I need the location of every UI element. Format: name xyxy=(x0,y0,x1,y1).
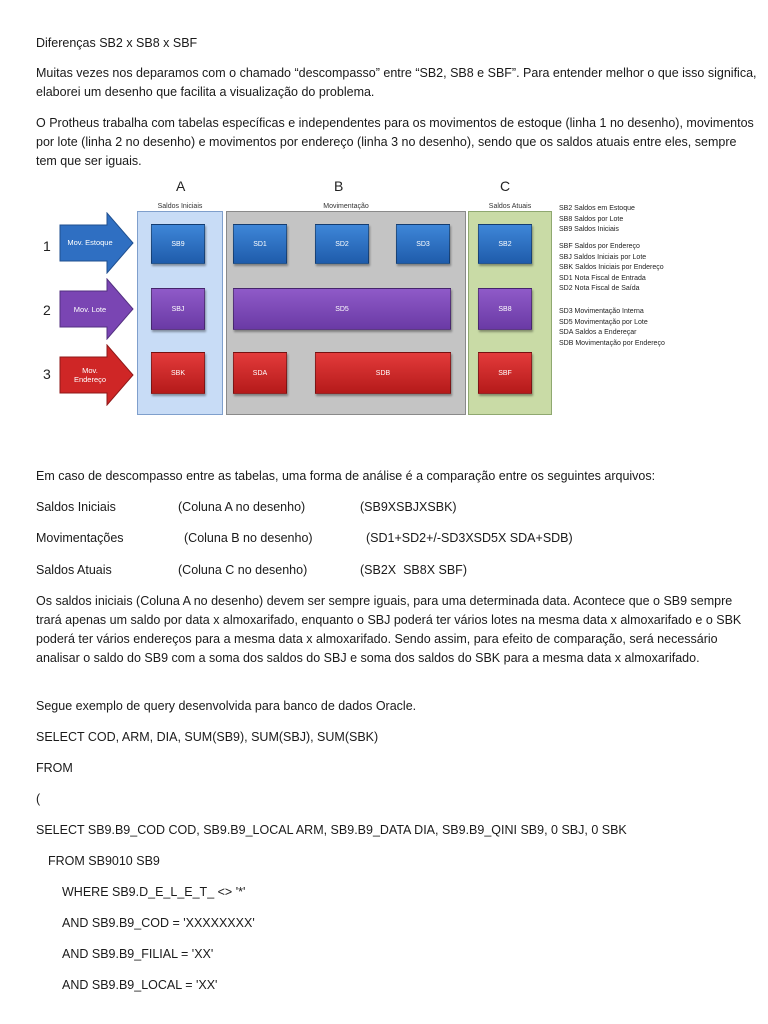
column-header-c: C xyxy=(500,178,511,194)
comparison-column: (Coluna C no desenho) xyxy=(178,563,308,577)
box-sbf: SBF xyxy=(478,352,532,394)
arrow-label-mov-estoque: Mov. Estoque xyxy=(67,238,113,247)
row-number-3: 3 xyxy=(43,366,51,382)
query-line: SELECT COD, ARM, DIA, SUM(SB9), SUM(SBJ), SUM(SBK) xyxy=(36,730,379,744)
query-line: AND SB9.B9_FILIAL = 'XX' xyxy=(62,947,214,961)
comparison-column: (Coluna B no desenho) xyxy=(184,531,313,545)
region-label-saldos-iniciais: Saldos Iniciais xyxy=(157,203,203,210)
box-sbk: SBK xyxy=(151,352,205,394)
comparison-name: Saldos Atuais xyxy=(36,563,112,577)
stock-tables-diagram xyxy=(36,176,756,420)
legend-item: SDA Saldos a Endereçar xyxy=(559,329,637,336)
query-line: FROM SB9010 SB9 xyxy=(48,854,160,868)
box-sbj: SBJ xyxy=(151,288,205,330)
box-sd2: SD2 xyxy=(315,224,369,264)
query-line: SELECT SB9.B9_COD COD, SB9.B9_LOCAL ARM, SB9.B9_DATA DIA, SB9.B9_QINI SB9, 0 SBJ, 0 SBK xyxy=(36,823,627,837)
legend-item: SBJ Saldos Iniciais por Lote xyxy=(559,253,647,261)
legend-group-1 xyxy=(559,204,635,236)
comparison-name: Movimentações xyxy=(36,531,124,545)
box-sd3: SD3 xyxy=(396,224,450,264)
box-sb8: SB8 xyxy=(478,288,532,330)
query-line: AND SB9.B9_LOCAL = 'XX' xyxy=(62,978,218,992)
box-sd1: SD1 xyxy=(233,224,287,264)
query-line: WHERE SB9.D_E_L_E_T_ <> '*' xyxy=(62,885,246,899)
document-title: Diferenças SB2 x SB8 x SBF xyxy=(36,36,198,50)
legend-group-3 xyxy=(559,307,665,349)
legend-item: SDB Movimentação por Endereço xyxy=(559,339,665,347)
query-line: FROM xyxy=(36,761,73,775)
legend-item: SD3 Movimentação Interna xyxy=(559,308,644,315)
query-intro: Segue exemplo de query desenvolvida para banco de dados Oracle. xyxy=(36,699,417,713)
region-label-saldos-atuais: Saldos Atuais xyxy=(488,203,532,210)
legend-item: SBF Saldos por Endereço xyxy=(559,243,640,250)
intro-paragraph: Muitas vezes nos deparamos com o chamado “descompasso” entre “SB2, SB8 e SBF”. Para entender melhor o que isso significa, elaborei um desenho que facilita a visualização do problema. xyxy=(36,66,757,99)
explanation-paragraph: Os saldos iniciais (Coluna A no desenho) devem ser sempre iguais, para uma determinada data. Acontece que o SB9 sempre trará apenas um saldo por data x almoxarifado, enquanto o SBJ poderá ter vários lotes na mesma data x almoxarifado e o SBK poderá ter vários endereços para a mesma data x almoxarifado. Sendo assim, para efeito de comparação, será necessário analisar o saldo do SB9 com a soma dos saldos do SBJ e soma dos saldos do SBK para a mesma data x almoxarifado. xyxy=(36,594,742,665)
comparison-name: Saldos Iniciais xyxy=(36,500,116,514)
legend-item: SD5 Movimentação por Lote xyxy=(559,318,648,326)
region-label-movimentacao: Movimentação xyxy=(323,203,369,210)
comparison-expression: (SD1+SD2+/-SD3XSD5X SDA+SDB) xyxy=(366,531,573,545)
legend-item: SB8 Saldos por Lote xyxy=(559,215,624,223)
box-sb2: SB2 xyxy=(478,224,532,264)
query-line: AND SB9.B9_COD = 'XXXXXXXX' xyxy=(62,916,255,930)
legend-item: SD2 Nota Fiscal de Saída xyxy=(559,285,640,292)
query-line: ( xyxy=(36,792,41,806)
legend-group-2 xyxy=(559,242,664,295)
column-header-b: B xyxy=(334,178,344,194)
comparison-expression: (SB2X SB8X SBF) xyxy=(360,563,467,577)
comparison-column: (Coluna A no desenho) xyxy=(178,500,306,514)
row-number-1: 1 xyxy=(43,238,51,254)
arrow-label-mov-endereco: Mov. Endereço xyxy=(73,366,107,384)
box-sdb: SDB xyxy=(315,352,451,394)
legend-item: SD1 Nota Fiscal de Entrada xyxy=(559,274,646,282)
protheus-paragraph: O Protheus trabalha com tabelas específicas e independentes para os movimentos de estoque (linha 1 no desenho), movimentos por lote (linha 2 no desenho) e movimentos por endereço (linha 3 no desenho), sendo que os saldos atuais entre eles, sempre tem que ser iguais. xyxy=(36,116,754,168)
box-sd5: SD5 xyxy=(233,288,451,330)
legend-item: SBK Saldos Iniciais por Endereço xyxy=(559,264,664,271)
analysis-paragraph: Em caso de descompasso entre as tabelas, uma forma de análise é a comparação entre os seguintes arquivos: xyxy=(36,469,656,483)
box-sb9: SB9 xyxy=(151,224,205,264)
column-header-a: A xyxy=(176,178,186,194)
legend-item: SB9 Saldos Iniciais xyxy=(559,226,619,233)
arrow-label-mov-lote: Mov. Lote xyxy=(73,305,107,314)
box-sda: SDA xyxy=(233,352,287,394)
comparison-expression: (SB9XSBJXSBK) xyxy=(360,500,457,514)
row-number-2: 2 xyxy=(43,302,51,318)
legend-item: SB2 Saldos em Estoque xyxy=(559,205,635,212)
